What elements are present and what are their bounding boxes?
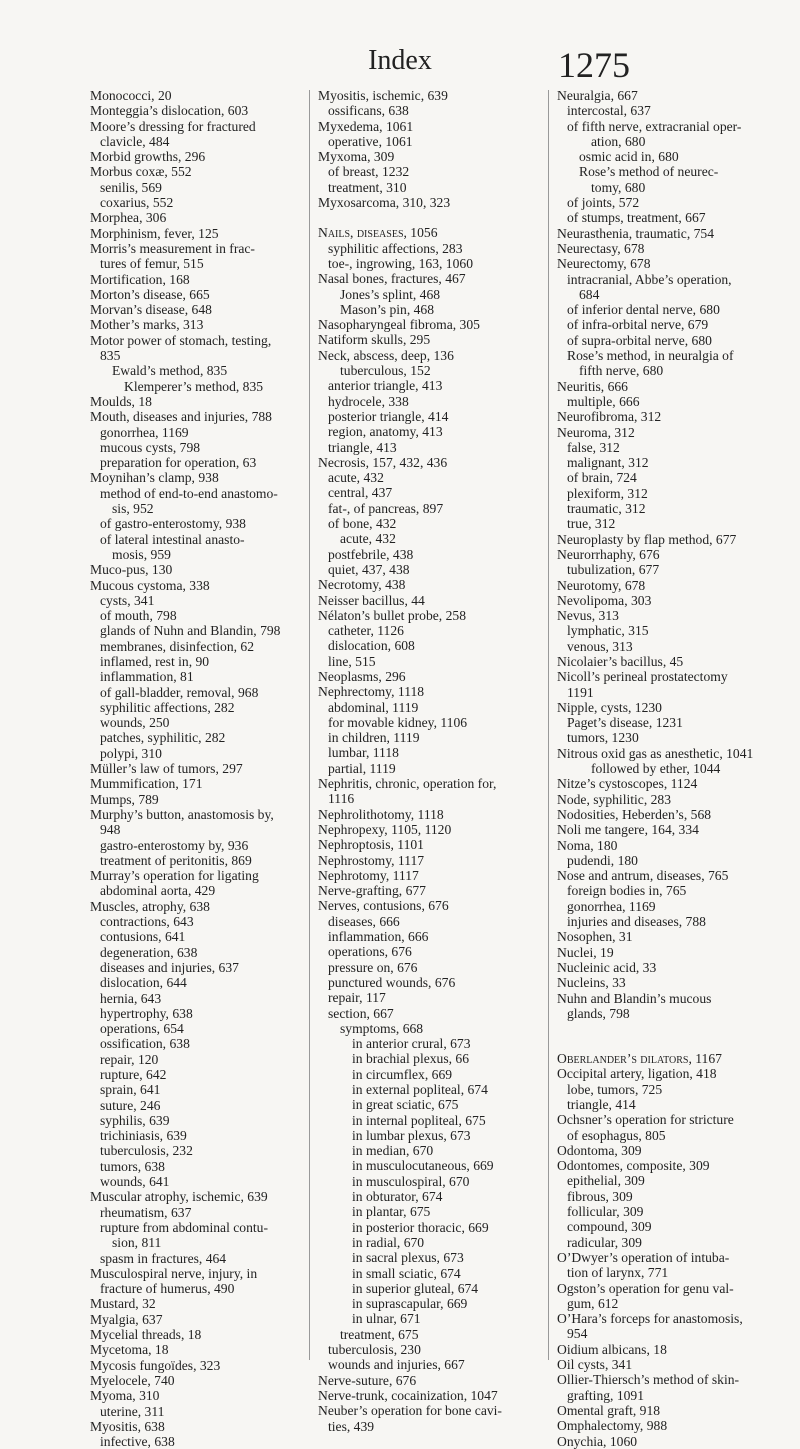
index-subentry: Ewald’s method, 835 bbox=[112, 363, 228, 379]
index-subentry: senilis, 569 bbox=[100, 179, 162, 195]
index-entry: Nipple, cysts, 1230 bbox=[557, 699, 662, 715]
index-entry: Morris’s measurement in frac- bbox=[90, 240, 255, 256]
index-subentry: grafting, 1091 bbox=[567, 1387, 645, 1403]
index-subentry: malignant, 312 bbox=[567, 455, 649, 471]
index-subentry: in sacral plexus, 673 bbox=[352, 1250, 464, 1266]
index-subentry: mosis, 959 bbox=[112, 546, 171, 562]
index-subentry: treatment, 675 bbox=[340, 1326, 419, 1342]
index-subentry: of joints, 572 bbox=[567, 195, 640, 211]
index-subentry: spasm in fractures, 464 bbox=[100, 1250, 227, 1266]
index-subentry: follicular, 309 bbox=[567, 1204, 644, 1220]
index-entry: Node, syphilitic, 283 bbox=[557, 791, 672, 807]
index-subentry: tuberculosis, 232 bbox=[100, 1143, 193, 1159]
index-entry: Ochsner’s operation for stricture bbox=[557, 1112, 734, 1128]
index-subentry: dislocation, 644 bbox=[100, 975, 187, 991]
index-subentry: in musculocutaneous, 669 bbox=[352, 1158, 494, 1174]
index-subentry: suture, 246 bbox=[100, 1097, 161, 1113]
index-entry: Nitze’s cystoscopes, 1124 bbox=[557, 776, 698, 792]
index-entry: Nasopharyngeal fibroma, 305 bbox=[318, 317, 480, 333]
index-subentry: glands, 798 bbox=[567, 1005, 630, 1021]
index-subentry: lymphatic, 315 bbox=[567, 623, 649, 639]
index-subentry: abdominal, 1119 bbox=[328, 699, 419, 715]
index-entry: Nephrectomy, 1118 bbox=[318, 684, 425, 700]
index-subentry: intracranial, Abbe’s operation, bbox=[567, 271, 732, 287]
index-subentry: in brachial plexus, 66 bbox=[352, 1051, 470, 1067]
index-entry: Muco-pus, 130 bbox=[90, 562, 173, 578]
index-subentry: symptoms, 668 bbox=[340, 1020, 424, 1036]
index-entry: Morbus coxæ, 552 bbox=[90, 164, 192, 180]
index-subentry: method of end-to-end anastomo- bbox=[100, 485, 278, 501]
index-subentry: 954 bbox=[567, 1326, 588, 1342]
entry-gap bbox=[557, 1021, 777, 1036]
entry-gap bbox=[318, 210, 538, 225]
index-subentry: tures of femur, 515 bbox=[100, 256, 204, 272]
index-subentry: lumbar, 1118 bbox=[328, 745, 399, 761]
index-entry: Mummification, 171 bbox=[90, 776, 203, 792]
index-entry: Oberlander’s dilators, 1167 bbox=[557, 1051, 722, 1067]
index-subentry: partial, 1119 bbox=[328, 760, 396, 776]
index-subentry: infective, 638 bbox=[100, 1434, 175, 1449]
index-subentry: of bone, 432 bbox=[328, 516, 397, 532]
index-subentry: of stumps, treatment, 667 bbox=[567, 210, 706, 226]
index-subentry: false, 312 bbox=[567, 439, 620, 455]
index-entry: Nicoll’s perineal prostatectomy bbox=[557, 669, 728, 685]
index-entry: Neck, abscess, deep, 136 bbox=[318, 347, 454, 363]
index-subentry: clavicle, 484 bbox=[100, 133, 170, 149]
index-entry: Omphalectomy, 988 bbox=[557, 1418, 668, 1434]
index-entry: Mother’s marks, 313 bbox=[90, 317, 204, 333]
index-entry: Mucous cystoma, 338 bbox=[90, 577, 210, 593]
index-entry: Myositis, 638 bbox=[90, 1418, 165, 1434]
index-subentry: plexiform, 312 bbox=[567, 485, 648, 501]
index-entry: Ollier-Thiersch’s method of skin- bbox=[557, 1372, 740, 1388]
index-entry: Nerve-trunk, cocainization, 1047 bbox=[318, 1387, 498, 1403]
index-entry: Mouth, diseases and injuries, 788 bbox=[90, 409, 272, 425]
index-subentry: 1191 bbox=[567, 684, 594, 700]
index-subentry: of supra-orbital nerve, 680 bbox=[567, 332, 712, 348]
index-column-2 bbox=[318, 88, 538, 1434]
index-subentry: wounds and injuries, 667 bbox=[328, 1357, 465, 1373]
index-entry: Neisser bacillus, 44 bbox=[318, 592, 425, 608]
index-entry: Neurofibroma, 312 bbox=[557, 409, 662, 425]
index-entry: Noma, 180 bbox=[557, 837, 618, 853]
index-entry: Noli me tangere, 164, 334 bbox=[557, 822, 699, 838]
index-subentry: tuberculosis, 230 bbox=[328, 1342, 421, 1358]
index-entry: Occipital artery, ligation, 418 bbox=[557, 1066, 717, 1082]
index-entry: Nephroptosis, 1101 bbox=[318, 837, 424, 853]
index-entry: Musculospiral nerve, injury, in bbox=[90, 1265, 258, 1281]
index-subentry: acute, 432 bbox=[328, 470, 384, 486]
index-entry: Muscular atrophy, ischemic, 639 bbox=[90, 1189, 268, 1205]
index-entry: Nuclei, 19 bbox=[557, 944, 614, 960]
index-subentry: fibrous, 309 bbox=[567, 1188, 633, 1204]
index-subentry: Rose’s method, in neuralgia of bbox=[567, 348, 734, 364]
index-entry: Nevolipoma, 303 bbox=[557, 592, 652, 608]
index-entry: Morton’s disease, 665 bbox=[90, 286, 210, 302]
index-entry: Nitrous oxid gas as anesthetic, 1041 bbox=[557, 745, 754, 761]
index-subentry: multiple, 666 bbox=[567, 393, 640, 409]
index-entry: Müller’s law of tumors, 297 bbox=[90, 761, 243, 777]
index-subentry: radicular, 309 bbox=[567, 1234, 642, 1250]
index-subentry: of gastro-enterostomy, 938 bbox=[100, 516, 246, 532]
index-entry: Mortification, 168 bbox=[90, 271, 190, 287]
index-entry: Odontomes, composite, 309 bbox=[557, 1158, 710, 1174]
index-subentry: tumors, 638 bbox=[100, 1158, 165, 1174]
index-subentry: true, 312 bbox=[567, 516, 616, 532]
index-subentry: sprain, 641 bbox=[100, 1082, 161, 1098]
index-entry: Murphy’s button, anastomosis by, bbox=[90, 806, 274, 822]
index-subentry: tion of larynx, 771 bbox=[567, 1265, 669, 1281]
index-subentry: triangle, 413 bbox=[328, 439, 397, 455]
index-subentry: diseases and injuries, 637 bbox=[100, 959, 239, 975]
index-entry: O’Dwyer’s operation of intuba- bbox=[557, 1249, 730, 1265]
index-subentry: foreign bodies in, 765 bbox=[567, 883, 687, 899]
index-subentry: in circumflex, 669 bbox=[352, 1066, 453, 1082]
index-entry: Nucleins, 33 bbox=[557, 975, 626, 991]
index-subentry: tuberculous, 152 bbox=[340, 363, 431, 379]
index-subentry: venous, 313 bbox=[567, 638, 633, 654]
index-subentry: pressure on, 676 bbox=[328, 959, 418, 975]
index-entry: Nephropexy, 1105, 1120 bbox=[318, 821, 452, 837]
index-entry: Morphinism, fever, 125 bbox=[90, 225, 219, 241]
index-subentry: patches, syphilitic, 282 bbox=[100, 730, 226, 746]
index-entry: Myxoma, 309 bbox=[318, 149, 395, 165]
index-subentry: gonorrhea, 1169 bbox=[567, 898, 656, 914]
index-subentry: in plantar, 675 bbox=[352, 1204, 431, 1220]
index-subentry: treatment of peritonitis, 869 bbox=[100, 852, 252, 868]
index-subentry: epithelial, 309 bbox=[567, 1173, 645, 1189]
index-subentry: degeneration, 638 bbox=[100, 944, 198, 960]
index-subentry: compound, 309 bbox=[567, 1219, 652, 1235]
index-entry: Nephrostomy, 1117 bbox=[318, 852, 425, 868]
index-subentry: fracture of humerus, 490 bbox=[100, 1281, 235, 1297]
index-entry: Morbid growths, 296 bbox=[90, 149, 206, 165]
index-subentry: lobe, tumors, 725 bbox=[567, 1081, 663, 1097]
index-subentry: in great sciatic, 675 bbox=[352, 1097, 459, 1113]
index-entry: Onychia, 1060 bbox=[557, 1433, 638, 1449]
index-entry: Moynihan’s clamp, 938 bbox=[90, 470, 219, 486]
index-subentry: in external popliteal, 674 bbox=[352, 1082, 488, 1097]
index-subentry: contusions, 641 bbox=[100, 929, 186, 945]
index-entry: Neuroma, 312 bbox=[557, 424, 635, 440]
index-subentry: operations, 676 bbox=[328, 944, 412, 960]
index-subentry: gastro-enterostomy by, 936 bbox=[100, 837, 249, 853]
index-subentry: 1116 bbox=[328, 791, 355, 807]
index-subentry: of mouth, 798 bbox=[100, 608, 177, 624]
index-subentry: inflammation, 81 bbox=[100, 669, 194, 685]
index-subentry: glands of Nuhn and Blandin, 798 bbox=[100, 623, 281, 639]
index-entry: Oidium albicans, 18 bbox=[557, 1341, 667, 1357]
index-entry: Neurectasy, 678 bbox=[557, 240, 645, 256]
page-number: 1275 bbox=[558, 45, 630, 85]
index-subentry: for movable kidney, 1106 bbox=[328, 714, 468, 730]
index-subentry: syphilitic affections, 283 bbox=[328, 240, 463, 256]
index-subentry: hernia, 643 bbox=[100, 990, 162, 1006]
index-entry: Monteggia’s dislocation, 603 bbox=[90, 103, 249, 119]
index-subentry: rupture from abdominal contu- bbox=[100, 1219, 268, 1235]
index-subentry: of fifth nerve, extracranial oper- bbox=[567, 118, 742, 134]
index-subentry: tumors, 1230 bbox=[567, 730, 639, 746]
index-entry: Nosophen, 31 bbox=[557, 929, 633, 945]
index-subentry: Jones’s splint, 468 bbox=[340, 286, 441, 302]
index-subentry: tomy, 680 bbox=[591, 179, 646, 195]
index-entry: Monococci, 20 bbox=[90, 88, 172, 103]
page-title: Index bbox=[368, 45, 432, 76]
index-subentry: of brain, 724 bbox=[567, 470, 637, 486]
index-subentry: in anterior crural, 673 bbox=[352, 1036, 471, 1052]
index-subentry: of infra-orbital nerve, 679 bbox=[567, 317, 709, 333]
index-subentry: ties, 439 bbox=[328, 1418, 375, 1434]
column-rule-right bbox=[548, 90, 549, 1360]
index-subentry: in posterior thoracic, 669 bbox=[352, 1219, 489, 1235]
index-subentry: 684 bbox=[579, 286, 600, 302]
index-column-1 bbox=[90, 88, 310, 1449]
index-subentry: fifth nerve, 680 bbox=[579, 363, 664, 379]
index-entry: Nodosities, Heberden’s, 568 bbox=[557, 806, 712, 822]
index-subentry: of esophagus, 805 bbox=[567, 1127, 666, 1143]
index-subentry: osmic acid in, 680 bbox=[579, 149, 679, 165]
index-subentry: in small sciatic, 674 bbox=[352, 1265, 461, 1281]
index-entry: Oil cysts, 341 bbox=[557, 1357, 633, 1373]
index-entry: Myalgia, 637 bbox=[90, 1311, 163, 1327]
index-subentry: intercostal, 637 bbox=[567, 103, 651, 119]
index-subentry: wounds, 641 bbox=[100, 1174, 170, 1190]
index-subentry: section, 667 bbox=[328, 1005, 394, 1021]
index-entry: Murray’s operation for ligating bbox=[90, 868, 259, 884]
index-entry: Neuroplasty by flap method, 677 bbox=[557, 531, 737, 547]
index-subentry: polypi, 310 bbox=[100, 745, 162, 761]
index-subentry: diseases, 666 bbox=[328, 913, 400, 929]
index-subentry: coxarius, 552 bbox=[100, 195, 174, 211]
index-subentry: injuries and diseases, 788 bbox=[567, 914, 706, 930]
index-subentry: punctured wounds, 676 bbox=[328, 974, 456, 990]
index-subentry: quiet, 437, 438 bbox=[328, 561, 410, 577]
index-entry: Neuritis, 666 bbox=[557, 378, 628, 394]
index-column-3 bbox=[557, 88, 777, 1449]
index-subentry: trichiniasis, 639 bbox=[100, 1128, 187, 1144]
index-entry: Nerve-suture, 676 bbox=[318, 1372, 417, 1388]
index-subentry: posterior triangle, 414 bbox=[328, 408, 449, 424]
index-subentry: hydrocele, 338 bbox=[328, 393, 409, 409]
index-subentry: triangle, 414 bbox=[567, 1097, 636, 1112]
index-subentry: Rose’s method of neurec- bbox=[579, 164, 719, 180]
index-subentry: mucous cysts, 798 bbox=[100, 439, 201, 455]
index-entry: Myxosarcoma, 310, 323 bbox=[318, 195, 451, 211]
index-subentry: Klemperer’s method, 835 bbox=[124, 378, 264, 394]
index-subentry: of breast, 1232 bbox=[328, 164, 410, 180]
index-entry: Nephritis, chronic, operation for, bbox=[318, 776, 497, 792]
index-subentry: abdominal aorta, 429 bbox=[100, 883, 216, 899]
index-subentry: in lumbar plexus, 673 bbox=[352, 1127, 471, 1143]
index-entry: Morvan’s disease, 648 bbox=[90, 302, 212, 318]
index-subentry: toe-, ingrowing, 163, 1060 bbox=[328, 255, 473, 271]
index-subentry: sis, 952 bbox=[112, 501, 154, 517]
index-subentry: postfebrile, 438 bbox=[328, 546, 414, 562]
index-subentry: central, 437 bbox=[328, 485, 393, 501]
index-entry: Nerves, contusions, 676 bbox=[318, 898, 449, 914]
index-subentry: tubulization, 677 bbox=[567, 562, 660, 578]
index-entry: Necrosis, 157, 432, 436 bbox=[318, 454, 448, 470]
index-subentry: traumatic, 312 bbox=[567, 501, 646, 517]
entry-gap bbox=[557, 1036, 777, 1051]
index-subentry: Paget’s disease, 1231 bbox=[567, 715, 683, 731]
index-entry: Mumps, 789 bbox=[90, 791, 159, 807]
index-subentry: in superior gluteal, 674 bbox=[352, 1280, 479, 1296]
index-entry: Neuber’s operation for bone cavi- bbox=[318, 1403, 502, 1419]
index-subentry: in ulnar, 671 bbox=[352, 1311, 421, 1327]
index-entry: Natiform skulls, 295 bbox=[318, 332, 431, 348]
index-subentry: line, 515 bbox=[328, 653, 376, 669]
index-entry: Myositis, ischemic, 639 bbox=[318, 88, 448, 103]
index-entry: Myoma, 310 bbox=[90, 1388, 160, 1404]
index-entry: Motor power of stomach, testing, bbox=[90, 332, 272, 348]
index-entry: Nicolaier’s bacillus, 45 bbox=[557, 653, 684, 669]
index-subentry: uterine, 311 bbox=[100, 1403, 165, 1419]
index-entry: Odontoma, 309 bbox=[557, 1142, 642, 1158]
index-subentry: 835 bbox=[100, 348, 121, 364]
index-subentry: inflammation, 666 bbox=[328, 929, 429, 945]
index-subentry: syphilitic affections, 282 bbox=[100, 699, 235, 715]
index-entry: Moore’s dressing for fractured bbox=[90, 118, 256, 134]
index-entry: Nose and antrum, diseases, 765 bbox=[557, 868, 729, 884]
index-subentry: of inferior dental nerve, 680 bbox=[567, 302, 720, 318]
index-subentry: rupture, 642 bbox=[100, 1067, 167, 1082]
index-subentry: rheumatism, 637 bbox=[100, 1204, 192, 1220]
index-subentry: membranes, disinfection, 62 bbox=[100, 638, 255, 654]
index-entry: Neoplasms, 296 bbox=[318, 668, 406, 684]
index-subentry: wounds, 250 bbox=[100, 715, 170, 731]
index-entry: Nuhn and Blandin’s mucous bbox=[557, 990, 712, 1006]
index-subentry: repair, 120 bbox=[100, 1051, 159, 1067]
index-subentry: preparation for operation, 63 bbox=[100, 455, 257, 471]
index-subentry: in children, 1119 bbox=[328, 730, 420, 746]
index-subentry: acute, 432 bbox=[340, 531, 396, 547]
index-entry: Nerve-grafting, 677 bbox=[318, 883, 426, 899]
index-subentry: inflamed, rest in, 90 bbox=[100, 653, 210, 669]
index-subentry: ossificans, 638 bbox=[328, 103, 409, 119]
index-subentry: in internal popliteal, 675 bbox=[352, 1112, 486, 1128]
index-subentry: ation, 680 bbox=[591, 133, 646, 149]
index-entry: Ogston’s operation for genu val- bbox=[557, 1280, 734, 1296]
index-entry: O’Hara’s forceps for anastomosis, bbox=[557, 1311, 743, 1327]
index-entry: Neurectomy, 678 bbox=[557, 256, 651, 272]
index-entry: Myelocele, 740 bbox=[90, 1372, 175, 1388]
index-subentry: cysts, 341 bbox=[100, 592, 155, 608]
index-entry: Neurorrhaphy, 676 bbox=[557, 546, 660, 562]
index-subentry: hypertrophy, 638 bbox=[100, 1005, 193, 1021]
index-subentry: repair, 117 bbox=[328, 990, 386, 1006]
index-subentry: gonorrhea, 1169 bbox=[100, 424, 189, 440]
index-entry: Mustard, 32 bbox=[90, 1296, 156, 1312]
index-entry: Neurotomy, 678 bbox=[557, 577, 646, 593]
index-subentry: gum, 612 bbox=[567, 1295, 619, 1311]
index-entry: Muscles, atrophy, 638 bbox=[90, 898, 210, 914]
index-subentry: treatment, 310 bbox=[328, 179, 407, 195]
index-entry: Mycosis fungoïdes, 323 bbox=[90, 1357, 221, 1373]
index-entry: Neurasthenia, traumatic, 754 bbox=[557, 225, 715, 241]
index-subentry: syphilis, 639 bbox=[100, 1112, 170, 1128]
index-subentry: pudendi, 180 bbox=[567, 852, 638, 868]
index-entry: Nevus, 313 bbox=[557, 608, 619, 624]
index-subentry: ossification, 638 bbox=[100, 1036, 190, 1052]
index-subentry: fat-, of pancreas, 897 bbox=[328, 500, 444, 516]
index-entry: Omental graft, 918 bbox=[557, 1402, 661, 1418]
index-entry: Mycelial threads, 18 bbox=[90, 1327, 202, 1343]
index-subentry: followed by ether, 1044 bbox=[591, 761, 721, 777]
index-subentry: operative, 1061 bbox=[328, 133, 413, 149]
index-entry: Neuralgia, 667 bbox=[557, 88, 638, 103]
index-subentry: of lateral intestinal anasto- bbox=[100, 531, 245, 547]
index-entry: Necrotomy, 438 bbox=[318, 577, 406, 593]
index-subentry: in musculospiral, 670 bbox=[352, 1173, 470, 1189]
index-subentry: in radial, 670 bbox=[352, 1234, 425, 1250]
index-entry: Nasal bones, fractures, 467 bbox=[318, 271, 466, 287]
index-subentry: sion, 811 bbox=[112, 1235, 162, 1251]
index-entry: Moulds, 18 bbox=[90, 393, 152, 409]
index-subentry: in obturator, 674 bbox=[352, 1189, 443, 1205]
index-entry: Morphea, 306 bbox=[90, 210, 167, 226]
index-subentry: dislocation, 608 bbox=[328, 638, 415, 654]
index-subentry: operations, 654 bbox=[100, 1021, 184, 1037]
index-subentry: of gall-bladder, removal, 968 bbox=[100, 684, 259, 700]
index-subentry: in suprascapular, 669 bbox=[352, 1296, 468, 1312]
index-entry: Nephrotomy, 1117 bbox=[318, 867, 419, 883]
index-subentry: Mason’s pin, 468 bbox=[340, 301, 435, 317]
index-entry: Nélaton’s bullet probe, 258 bbox=[318, 607, 466, 623]
index-subentry: 948 bbox=[100, 822, 121, 838]
index-entry: Myxedema, 1061 bbox=[318, 118, 414, 134]
index-entry: Nails, diseases, 1056 bbox=[318, 225, 438, 241]
index-subentry: catheter, 1126 bbox=[328, 623, 404, 639]
index-entry: Mycetoma, 18 bbox=[90, 1342, 169, 1358]
index-entry: Nucleinic acid, 33 bbox=[557, 959, 657, 975]
index-subentry: region, anatomy, 413 bbox=[328, 424, 443, 440]
index-subentry: anterior triangle, 413 bbox=[328, 378, 443, 394]
index-subentry: in median, 670 bbox=[352, 1143, 434, 1159]
index-subentry: contractions, 643 bbox=[100, 914, 194, 930]
index-entry: Nephrolithotomy, 1118 bbox=[318, 806, 444, 822]
